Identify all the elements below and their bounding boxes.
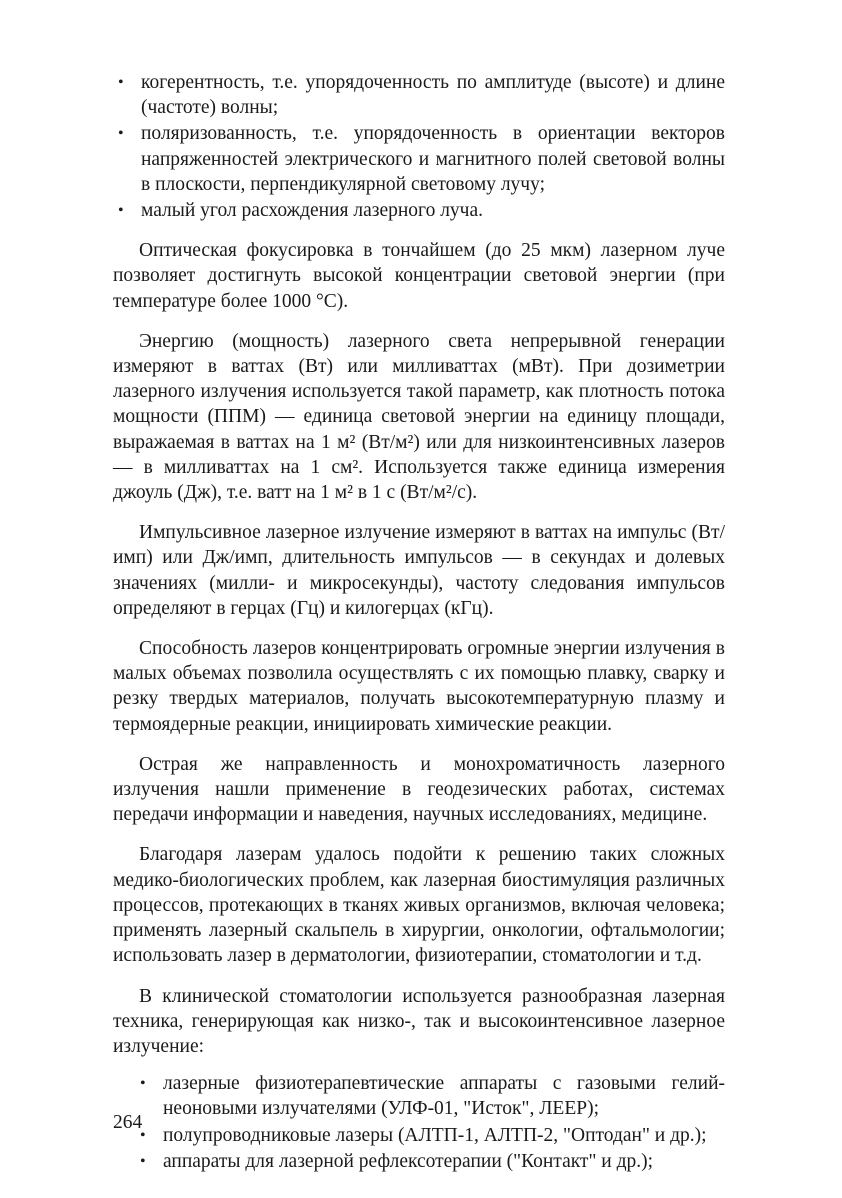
- bullet-list-laser-properties: [113, 70, 725, 223]
- page-number: 264: [113, 1112, 143, 1133]
- list-item-text: аппараты для лазерной рефлексотерапии ("Контакт" и др.);: [163, 1150, 654, 1172]
- bullet-marker: •: [140, 1152, 146, 1170]
- list-item-text: полупроводниковые лазеры (АЛТП-1, АЛТП-2, "Оптодан" и др.);: [163, 1124, 707, 1146]
- paragraph-medical-use: Благодаря лазерам удалось подойти к решению таких сложных медико-биологических проблем, как лазерная биостимуляция различных процессов, протекающих в тканях живых организмов, включая человека; применять лазерный скальпель в хирургии, онкологии, офтальмологии; использовать лазер в дерматологии, физиотерапии, стоматологии и т.д.: [113, 844, 725, 967]
- list-item-text: когерентность, т.е. упорядоченность по амплитуде (высоте) и длине (частоте) волны;: [141, 72, 725, 119]
- bullet-list-dental-lasers: [113, 1071, 725, 1174]
- list-item: [118, 198, 725, 223]
- bullet-marker: •: [118, 125, 124, 143]
- paragraph-dentistry: В клинической стоматологии используется разнообразная лазерная техника, генерирующая как низко-, так и высокоинтенсивное лазерное излучение:: [113, 985, 725, 1057]
- paragraph-energy-measurement: Энергию (мощность) лазерного света непрерывной генерации измеряют в ваттах (Вт) или милливаттах (мВт). При дозиметрии лазерного излучения используется такой параметр, как плотность потока мощности (ППМ) — единица световой энергии на единицу площади, выражаемая в ваттах на 1 м² (Вт/м²) или для низкоинтенсивных лазеров — в милливаттах на 1 см². Используется также единица измерения джоуль (Дж), т.е. ватт на 1 м² в 1 с (Вт/м²/с).: [113, 330, 725, 504]
- list-item: [140, 1071, 725, 1121]
- list-item: [140, 1123, 725, 1148]
- page-body: [113, 70, 725, 1175]
- paragraph-pulsed-radiation: Импульсивное лазерное излучение измеряют в ваттах на импульс (Вт/имп) или Дж/имп, длительность импульсов — в секундах и долевых значениях (милли- и микросекунды), частоту следования импульсов определяют в герцах (Гц) и килогерцах (кГц).: [113, 522, 725, 619]
- list-item-text: лазерные физиотерапевтические аппараты с газовыми гелий-неоновыми излучателями (УЛФ-01, "Исток", ЛЕЕР);: [163, 1073, 725, 1120]
- list-item: [118, 121, 725, 197]
- paragraph-applications: Острая же направленность и монохроматичность лазерного излучения нашли применение в геодезических работах, системах передачи информации и наведения, научных исследованиях, медицине.: [113, 753, 725, 826]
- list-item: [118, 70, 725, 120]
- paragraph-optical-focusing: Оптическая фокусировка в тончайшем (до 25 мкм) лазерном луче позволяет достигнуть высокой концентрации световой энергии (при температуре более 1000 °С).: [113, 240, 725, 312]
- list-item-text: малый угол расхождения лазерного луча.: [141, 200, 484, 222]
- list-item-text: поляризованность, т.е. упорядоченность в ориентации векторов напряженностей электрического и магнитного полей световой волны в плоскости, перпендикулярной световому лучу;: [141, 123, 725, 195]
- bullet-marker: •: [140, 1075, 146, 1093]
- bullet-marker: •: [118, 74, 124, 91]
- paragraph-energy-concentration: Способность лазеров концентрировать огромные энергии излучения в малых объемах позволила осуществлять с их помощью плавку, сварку и резку твердых материалов, получать высокотемпературную плазму и термоядерные реакции, инициировать химические реакции.: [113, 638, 725, 735]
- list-item: [140, 1149, 725, 1174]
- bullet-marker: •: [118, 202, 124, 220]
- bullet-marker: •: [140, 1126, 146, 1144]
